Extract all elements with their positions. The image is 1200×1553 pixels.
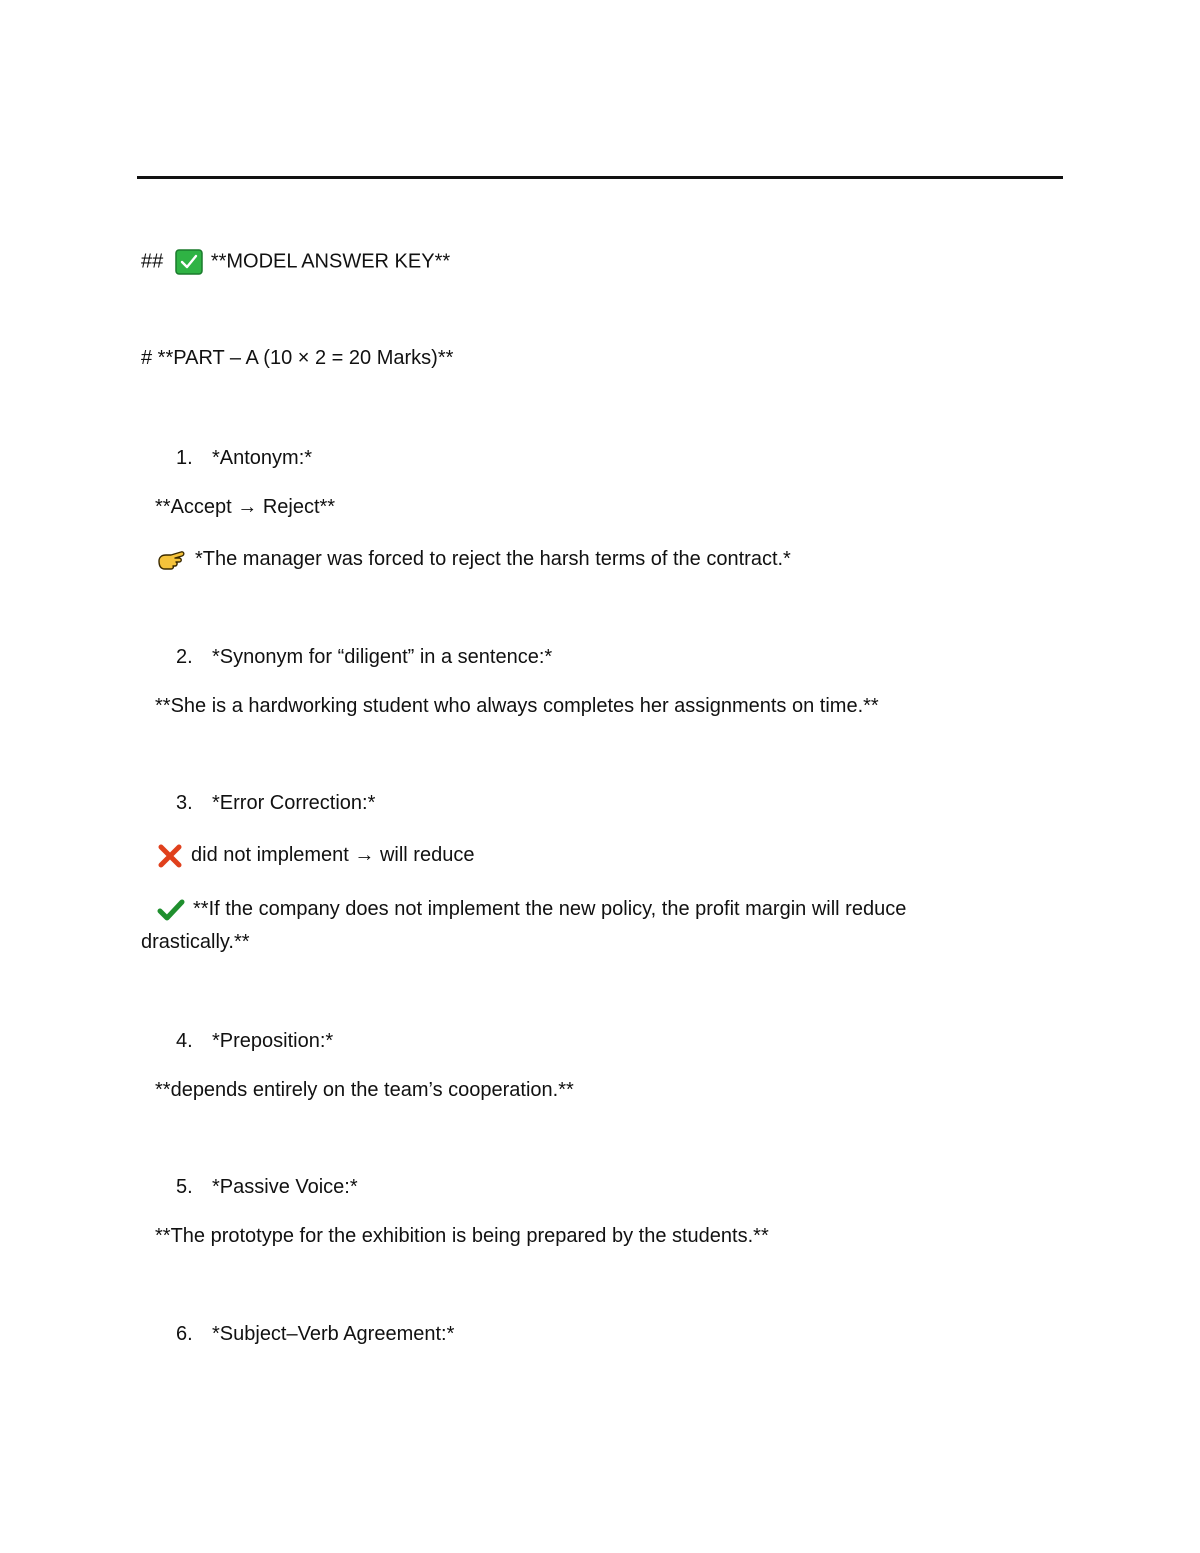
horizontal-rule (137, 176, 1063, 179)
question-number: 1. (176, 447, 193, 469)
question-label: *Synonym for “diligent” in a sentence:* (212, 646, 553, 668)
question-label: *Preposition:* (212, 1030, 334, 1052)
question-label: *Antonym:* (212, 447, 313, 469)
question-5-answer: **The prototype for the exhibition is being prepared by the students.** (155, 1225, 769, 1247)
question-number: 2. (176, 646, 193, 668)
question-3-label (176, 791, 375, 815)
heading-prefix: ## (141, 250, 164, 273)
question-label: *Passive Voice:* (212, 1176, 358, 1198)
check-box-icon (175, 249, 203, 275)
question-1-label (176, 446, 312, 470)
corrected-sentence-line1: **If the company does not implement the new policy, the profit margin will reduce (193, 898, 907, 920)
question-number: 6. (176, 1323, 193, 1345)
corrected-sentence-line2: drastically.** (141, 931, 250, 953)
wrong-phrase: did not implement → will reduce (191, 844, 475, 866)
question-number: 3. (176, 792, 193, 814)
question-number: 5. (176, 1176, 193, 1198)
question-3-correct (157, 897, 906, 921)
question-number: 4. (176, 1030, 193, 1052)
question-5-label (176, 1175, 358, 1199)
question-1-answer: **Accept → Reject** (155, 496, 336, 518)
question-label: *Subject–Verb Agreement:* (212, 1323, 455, 1345)
question-1-example (157, 547, 791, 571)
question-3-wrong (157, 843, 474, 868)
pointing-hand-icon (157, 549, 187, 571)
cross-mark-icon (157, 844, 183, 868)
question-label: *Error Correction:* (212, 792, 376, 814)
question-4-label (176, 1029, 333, 1053)
check-mark-icon (157, 899, 185, 921)
question-6-label (176, 1322, 454, 1346)
heading-title: **MODEL ANSWER KEY** (210, 250, 451, 273)
example-sentence: *The manager was forced to reject the harsh terms of the contract.* (195, 548, 791, 570)
answer-key-heading (141, 249, 450, 275)
question-2-label (176, 645, 552, 669)
part-title: # **PART – A (10 × 2 = 20 Marks)** (141, 347, 454, 369)
question-4-answer: **depends entirely on the team’s cooperation.** (155, 1079, 574, 1101)
question-2-answer: **She is a hardworking student who always completes her assignments on time.** (155, 695, 879, 717)
